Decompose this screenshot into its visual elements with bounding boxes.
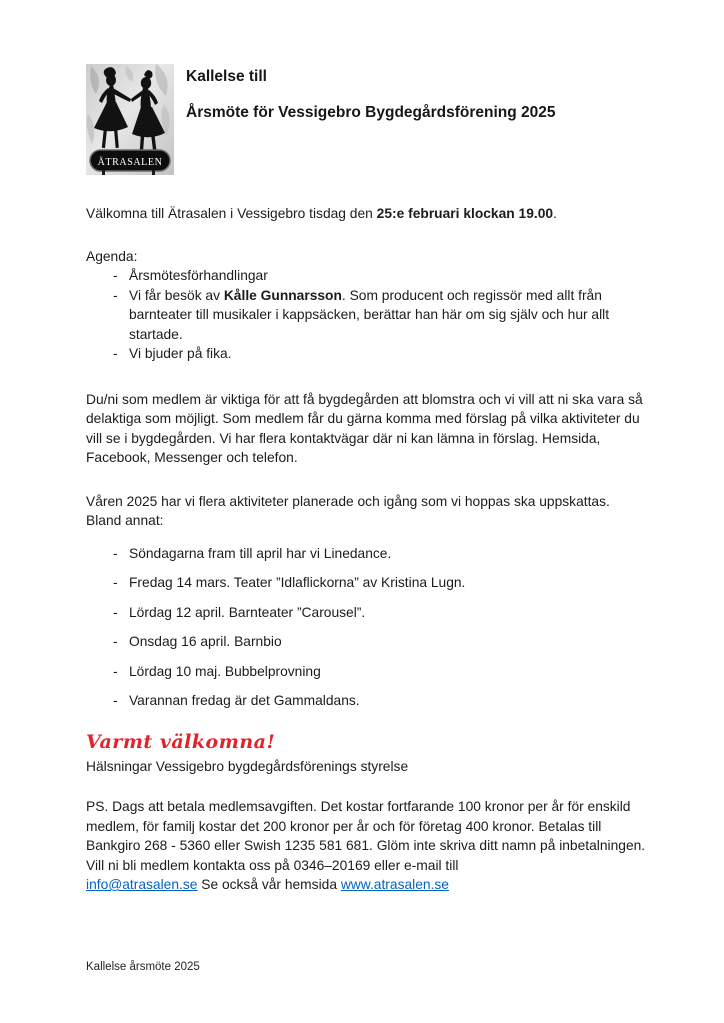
activity-item-text: Söndagarna fram till april har vi Linedance. [129,545,392,561]
dash-bullet: - [113,545,118,561]
activity-item-text: Onsdag 16 april. Barnbio [129,634,282,649]
activity-item-text: Lördag 12 april. Barnteater ”Carousel”. [129,604,366,620]
contact-mid-text: Se också vår hemsida [197,877,341,892]
dash-bullet: - [113,346,118,361]
member-paragraph: Du/ni som medlem är viktiga för att få bygdegården att blomstra och vi vill att ni ska vara så delaktiga som möjligt. Som medlem får du gärna komma med förslag på vilka aktiviteter du vill se i bygdegården. Vi har flera kontaktvägar där ni kan lämna in förslag. Hemsida, Facebook, Messenger och telefon. [86,391,643,465]
document-body [86,204,646,895]
activity-item [86,662,646,682]
logo-sign [90,150,170,175]
activity-item-text: Varannan fredag är det Gammaldans. [129,693,360,708]
activity-item [86,603,646,623]
activities-intro: Våren 2025 har vi flera aktiviteter planerade och igång som vi hoppas ska uppskattas. Bland annat: [86,493,610,528]
intro-datetime-bold: 25:e februari klockan 19.00 [376,206,554,221]
atrasalen-logo [86,64,174,175]
dash-bullet: - [113,268,118,283]
ps-block [86,797,646,895]
activity-item-text: Lördag 10 maj. Bubbelprovning [129,663,321,679]
agenda-heading: Agenda: [86,248,138,264]
activity-item-text: Fredag 14 mars. Teater ”Idlaflickorna” av Kristina Lugn. [129,575,466,590]
signature-text: Hälsningar Vessigebro bygdegårdsförenings styrelse [86,758,409,774]
agenda-item [86,344,646,364]
salutation-text: Varmt välkomna! [86,730,276,753]
activity-item [86,544,646,564]
intro-paragraph [86,204,646,224]
activity-item [86,573,646,593]
agenda-item-text: Vi får besök av Kålle Gunnarsson. Som producent och regissör med allt från barnteater till musikaler i kappsäcken, berättar han här om sig själv och hur allt startade. [129,287,610,342]
contact-text: Vill ni bli medlem kontakta oss på 0346–20169 eller e-mail till [86,857,459,873]
website-link[interactable]: www.atrasalen.se [340,877,449,892]
agenda-item [86,266,646,286]
dash-bullet: - [113,693,118,708]
ps-text: PS. Dags att betala medlemsavgiften. Det kostar fortfarande 100 kronor per år för enskild medlem, för familj kostar det 200 kronor per år och för företag 400 kronor. Betalas till Bankgiro 268 - 5360 eller Swish 1235 581 681. Glöm inte skriva ditt namn på inbetalningen. [86,799,646,853]
activity-item [86,691,646,711]
intro-period: . [553,206,557,221]
dash-bullet: - [113,287,118,303]
page-footer-text: Kallelse årsmöte 2025 [86,961,200,973]
logo-sign-text: ÄTRASALEN [97,157,163,168]
dancing-couple-logo-image [86,64,174,175]
dash-bullet: - [113,663,118,679]
agenda-item-text: Årsmötesförhandlingar [129,268,268,283]
document-title-line1: Kallelse till [186,68,267,85]
dash-bullet: - [113,604,118,620]
agenda-list [86,266,646,364]
dash-bullet: - [113,575,118,590]
intro-text: Välkomna till Ätrasalen i Vessigebro tisdag den [86,206,377,221]
agenda-item-text: Vi bjuder på fika. [129,346,232,361]
agenda-item [86,286,646,345]
title-block [186,64,556,122]
document-title-line2: Årsmöte för Vessigebro Bygdegårdsförening 2025 [186,104,556,121]
activity-item [86,632,646,652]
activities-list [86,544,646,711]
dash-bullet: - [113,634,118,649]
document-header [86,64,644,175]
email-link[interactable]: info@atrasalen.se [86,877,198,892]
